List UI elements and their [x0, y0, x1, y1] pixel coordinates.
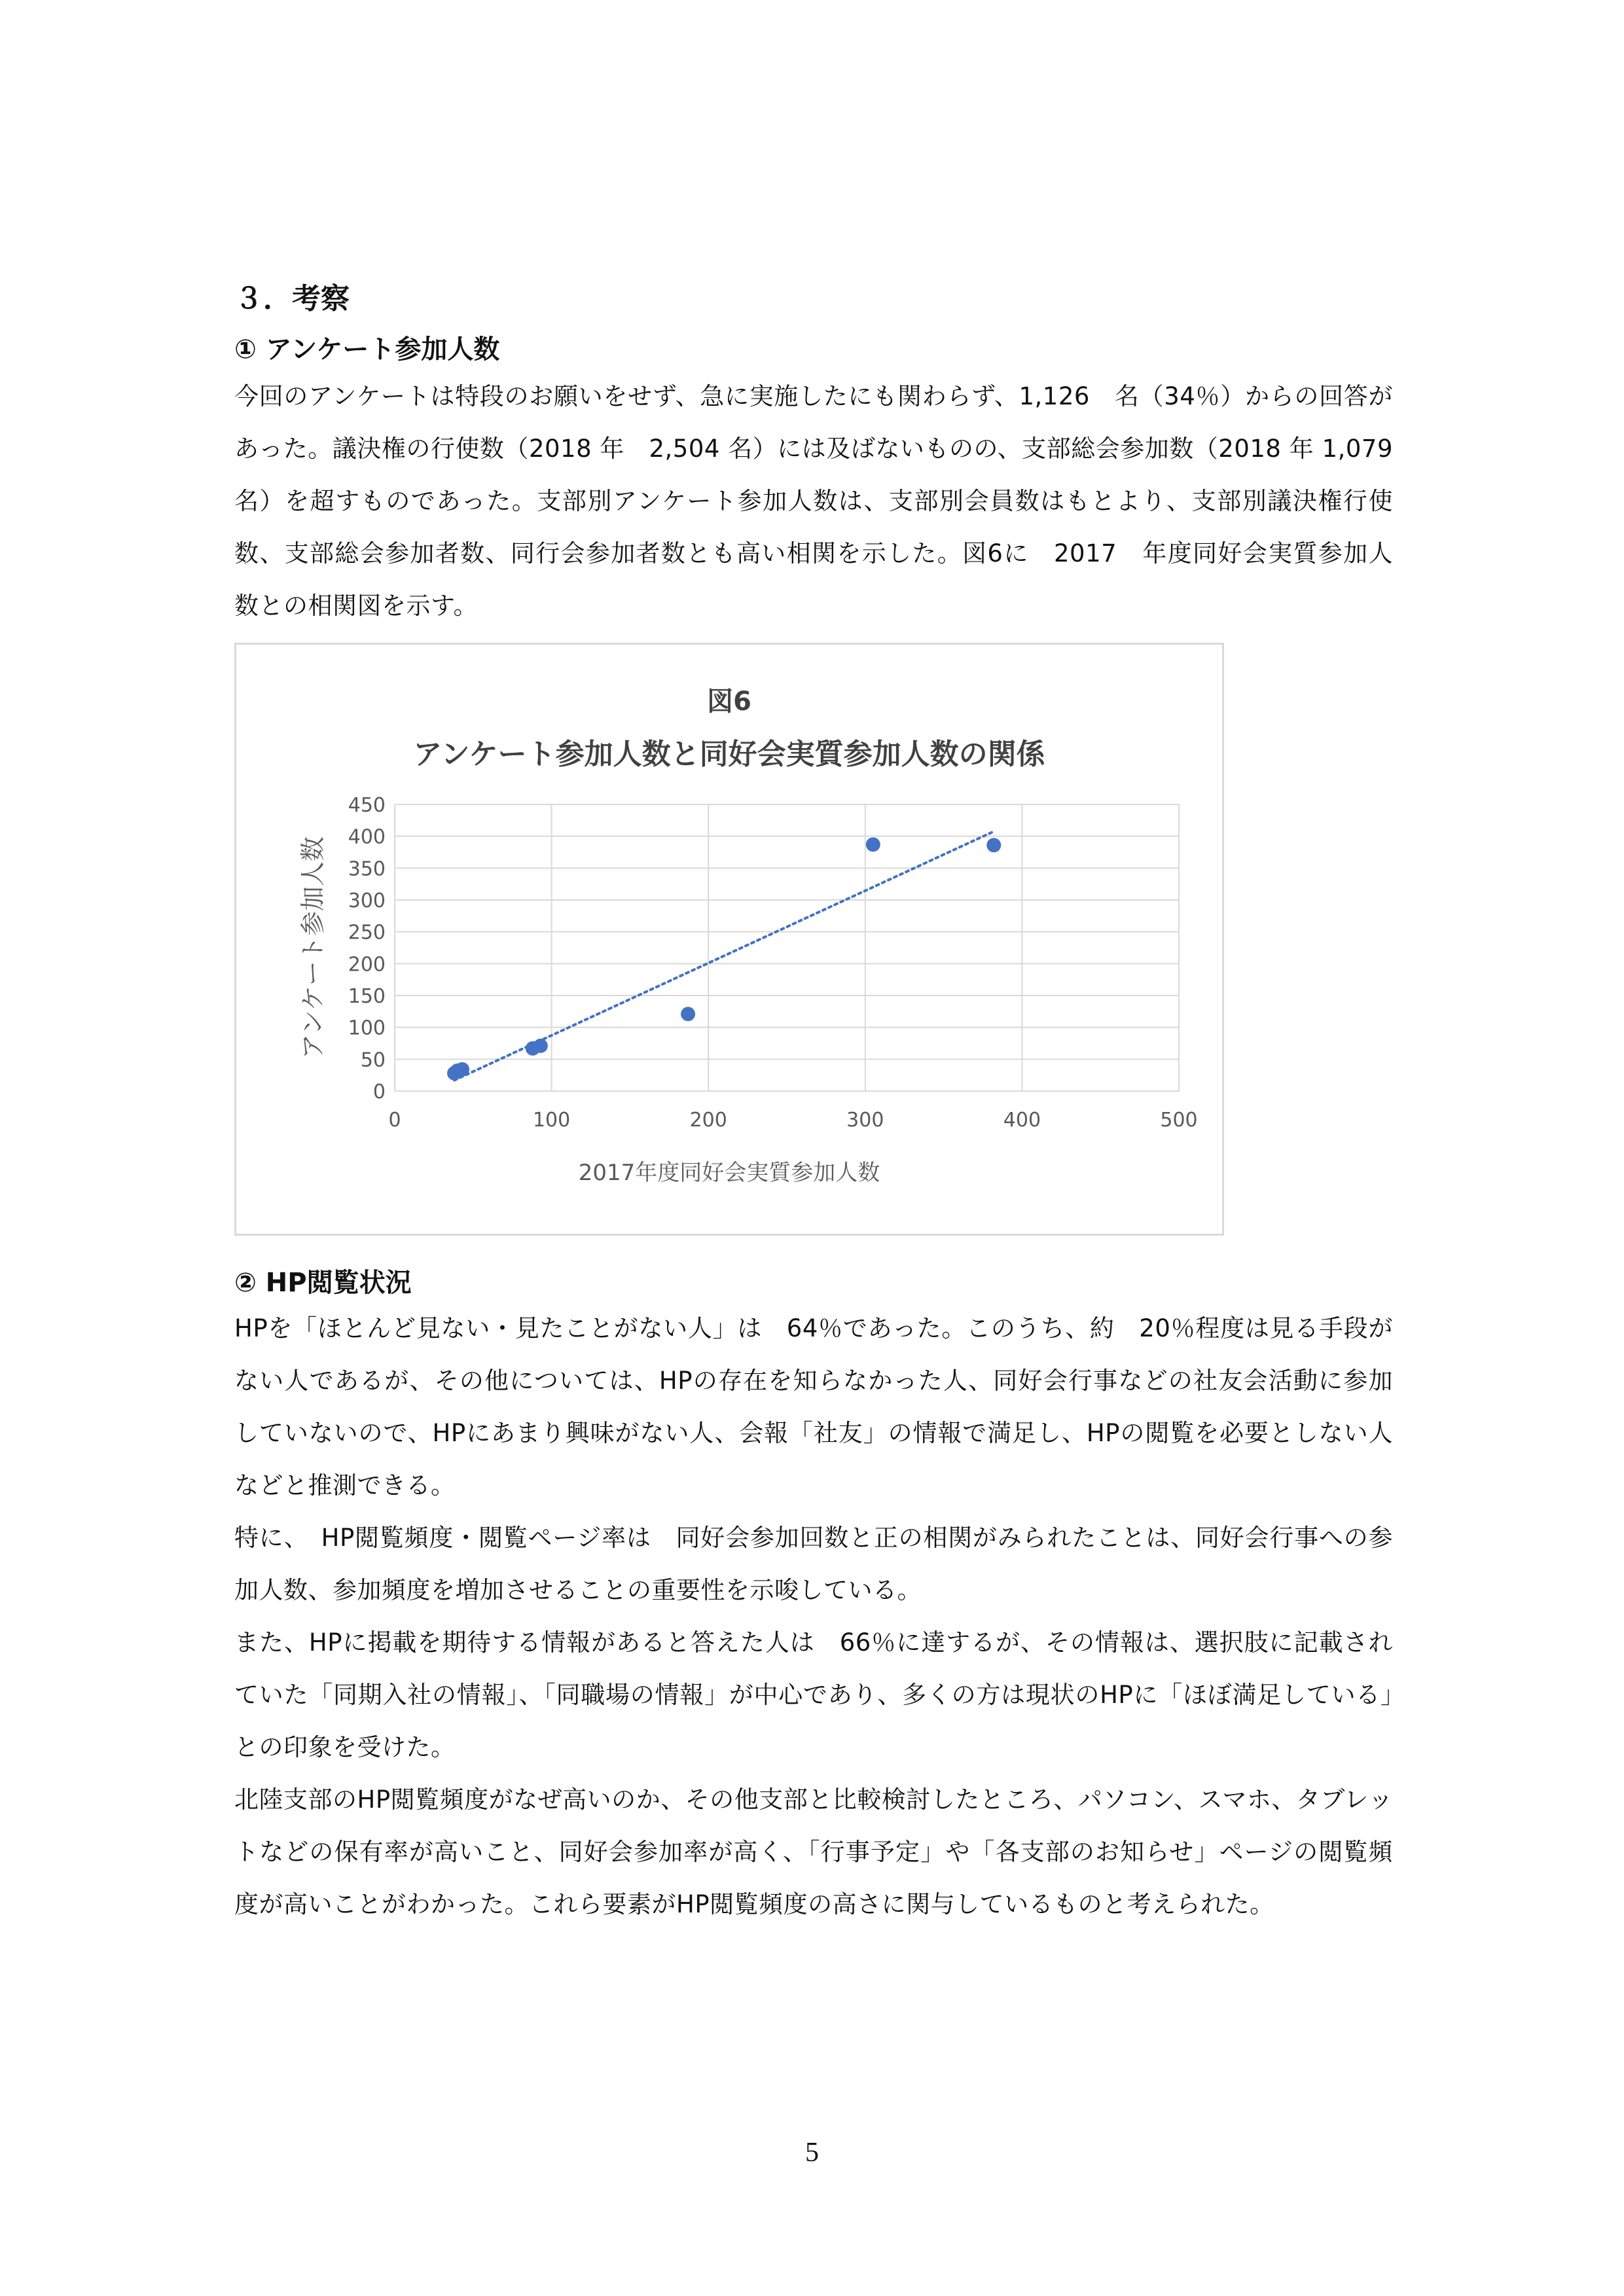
y-tick-label: 200 — [348, 953, 386, 977]
x-tick-label: 100 — [532, 1109, 571, 1132]
paragraph-hp-browsing-1: HPを「ほとんど見ない・見たことがない人」は 64％であった。このうち、約 20％程度は見る手段がない人であるが、その他については、HPの存在を知らなかった人、同好会行事などの社友会活動に参加していないので、HPにあまり興味がない人、会報「社友」の情報で満足し、HPの閲覧を必要としない人などと推測できる。 — [234, 1314, 1393, 1499]
section-title: ３．考察 — [234, 282, 350, 315]
page-number: 5 — [805, 2138, 819, 2168]
x-axis-label: 2017年度同好会実質参加人数 — [578, 1160, 880, 1186]
y-tick-label: 150 — [348, 985, 386, 1008]
subsection-title-hp-browsing: ② HP閲覧状況 — [234, 1268, 412, 1298]
data-point — [866, 837, 880, 852]
paragraph-hp-browsing-4: 北陸支部のHP閲覧頻度がなぜ高いのか、その他支部と比較検討したところ、パソコン、スマホ、タブレットなどの保有率が高いこと、同好会参加率が高く、「行事予定」や「各支部のお知らせ」ページの閲覧頻度が高いことがわかった。これら要素がHP閲覧頻度の高さに関与しているものと考えられた。 — [234, 1785, 1393, 1918]
figure6-chart — [234, 643, 1224, 1236]
y-tick-label: 400 — [348, 825, 386, 849]
data-point — [986, 838, 1001, 852]
y-axis-label: アンケート参加人数 — [298, 836, 327, 1059]
subsection-title-survey-participants: ① アンケート参加人数 — [234, 334, 500, 365]
y-tick-label: 0 — [372, 1081, 386, 1103]
y-tick-label: 100 — [348, 1016, 386, 1040]
chart-title: 図6 — [707, 687, 751, 717]
data-point — [455, 1062, 469, 1077]
y-tick-label: 350 — [348, 857, 386, 881]
x-tick-label: 500 — [1160, 1109, 1198, 1132]
paragraph-hp-browsing-2: 特に、 HP閲覧頻度・閲覧ページ率は 同好会参加回数と正の相関がみられたことは、同好会行事への参加人数、参加頻度を増加させることの重要性を示唆している。 — [234, 1524, 1393, 1604]
y-tick-label: 300 — [348, 889, 386, 912]
paragraph-survey-participants: 今回のアンケートは特段のお願いをせず、急に実施したにも関わらず、1,126 名（34％）からの回答があった。議決権の行使数（2018 年 2,504 名）には及ばないものの、支部総会参加数（2018 年 1,079 名）を超すものであった。支部別アンケート参加人数は、支部別会員数はもとより、支部別議決権行使数、支部総会参加者数、同行会参加者数とも高い相関を示した。図6に 2017 年度同好会実質参加人数との相関図を示す。 — [234, 382, 1393, 620]
chart-subtitle: アンケート参加人数と同好会実質参加人数の関係 — [413, 738, 1045, 771]
x-tick-label: 0 — [388, 1109, 401, 1132]
x-tick-label: 200 — [689, 1109, 727, 1132]
paragraph-hp-browsing-3: また、HPに掲載を期待する情報があると答えた人は 66％に達するが、その情報は、選択肢に記載されていた「同期入社の情報」、「同職場の情報」が中心であり、多くの方は現状のHPに「ほぼ満足している」との印象を受けた。 — [234, 1628, 1393, 1761]
x-tick-label: 400 — [1003, 1109, 1041, 1132]
data-point — [533, 1039, 548, 1053]
scatter-chart — [236, 645, 1222, 1234]
y-tick-label: 50 — [360, 1049, 386, 1072]
x-tick-label: 300 — [846, 1109, 884, 1132]
data-point — [681, 1007, 695, 1021]
y-tick-label: 250 — [348, 921, 386, 944]
y-tick-label: 450 — [348, 794, 386, 817]
